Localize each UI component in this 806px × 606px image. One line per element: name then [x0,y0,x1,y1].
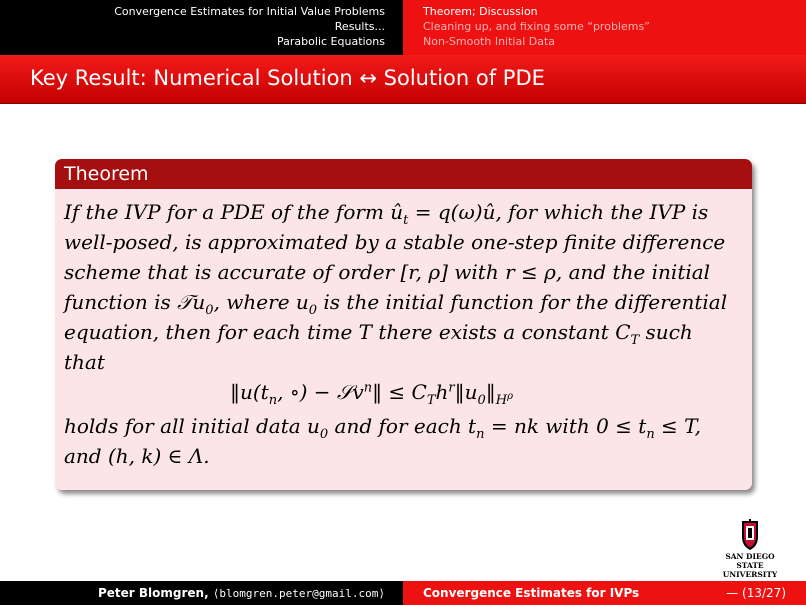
theorem-line: that [64,350,105,374]
slide-title-bar [0,55,806,104]
theorem-block [55,159,752,490]
theorem-equation: $‖u(t_n$, ∘) − 𝒮v$^n$‖ ≤ $C_Th^r‖u_0‖_H\rho$ [230,380,514,408]
university-name: SAN DIEGO STATE UNIVERSITY [722,552,778,579]
subsection-link-non-smooth-data[interactable]: Non-Smooth Initial Data [423,35,556,48]
subsection-nav [403,0,806,55]
footer-info [403,581,806,605]
theorem-statement [64,197,754,471]
section-link-parabolic-equations[interactable]: Parabolic Equations [277,35,385,48]
theorem-line: scheme that is accurate of order [r, ρ] with r ≤ ρ, and the initial [64,260,711,284]
subsection-link-theorem-discussion[interactable]: Theorem; Discussion [423,5,538,18]
slide-title: Key Result: Numerical Solution ↔ Solution of PDE [30,66,545,90]
navigation-header [0,0,806,55]
theorem-line: holds for all initial data $u_0$ and for each $t_n$ = nk with $0 \le t_n \le T$, [64,414,701,442]
theorem-line: well-posed, is approximated by a stable one-step finite difference [64,230,726,254]
footer-author [0,581,403,605]
section-link-results[interactable]: Results... [334,20,385,33]
theorem-line: If the IVP for a PDE of the form $û_t$ = q(ω)û, for which the IVP is [64,200,709,228]
author-email[interactable]: ⟨blomgren.peter@gmail.com⟩ [212,587,385,600]
page-number: — (13/27) [726,586,786,600]
theorem-line: function is 𝒯u$_0$, where $u_0$ is the initial function for the differential [64,290,728,318]
theorem-line: and (h, k) ∈ Λ. [64,444,210,468]
author-name: Peter Blomgren, [97,586,213,600]
theorem-heading: Theorem [55,159,752,189]
subsection-link-cleaning-up[interactable]: Cleaning up, and fixing some “problems” [423,20,650,33]
theorem-line: equation, then for each time T there exists a constant $C_T$ such [64,320,693,348]
section-nav [0,0,403,55]
footer-title: Convergence Estimates for IVPs [423,586,640,600]
university-logo [712,519,788,579]
section-link-convergence-estimates[interactable]: Convergence Estimates for Initial Value Problems [114,5,385,18]
slide-footer [0,581,806,605]
university-crest-icon [712,519,788,551]
